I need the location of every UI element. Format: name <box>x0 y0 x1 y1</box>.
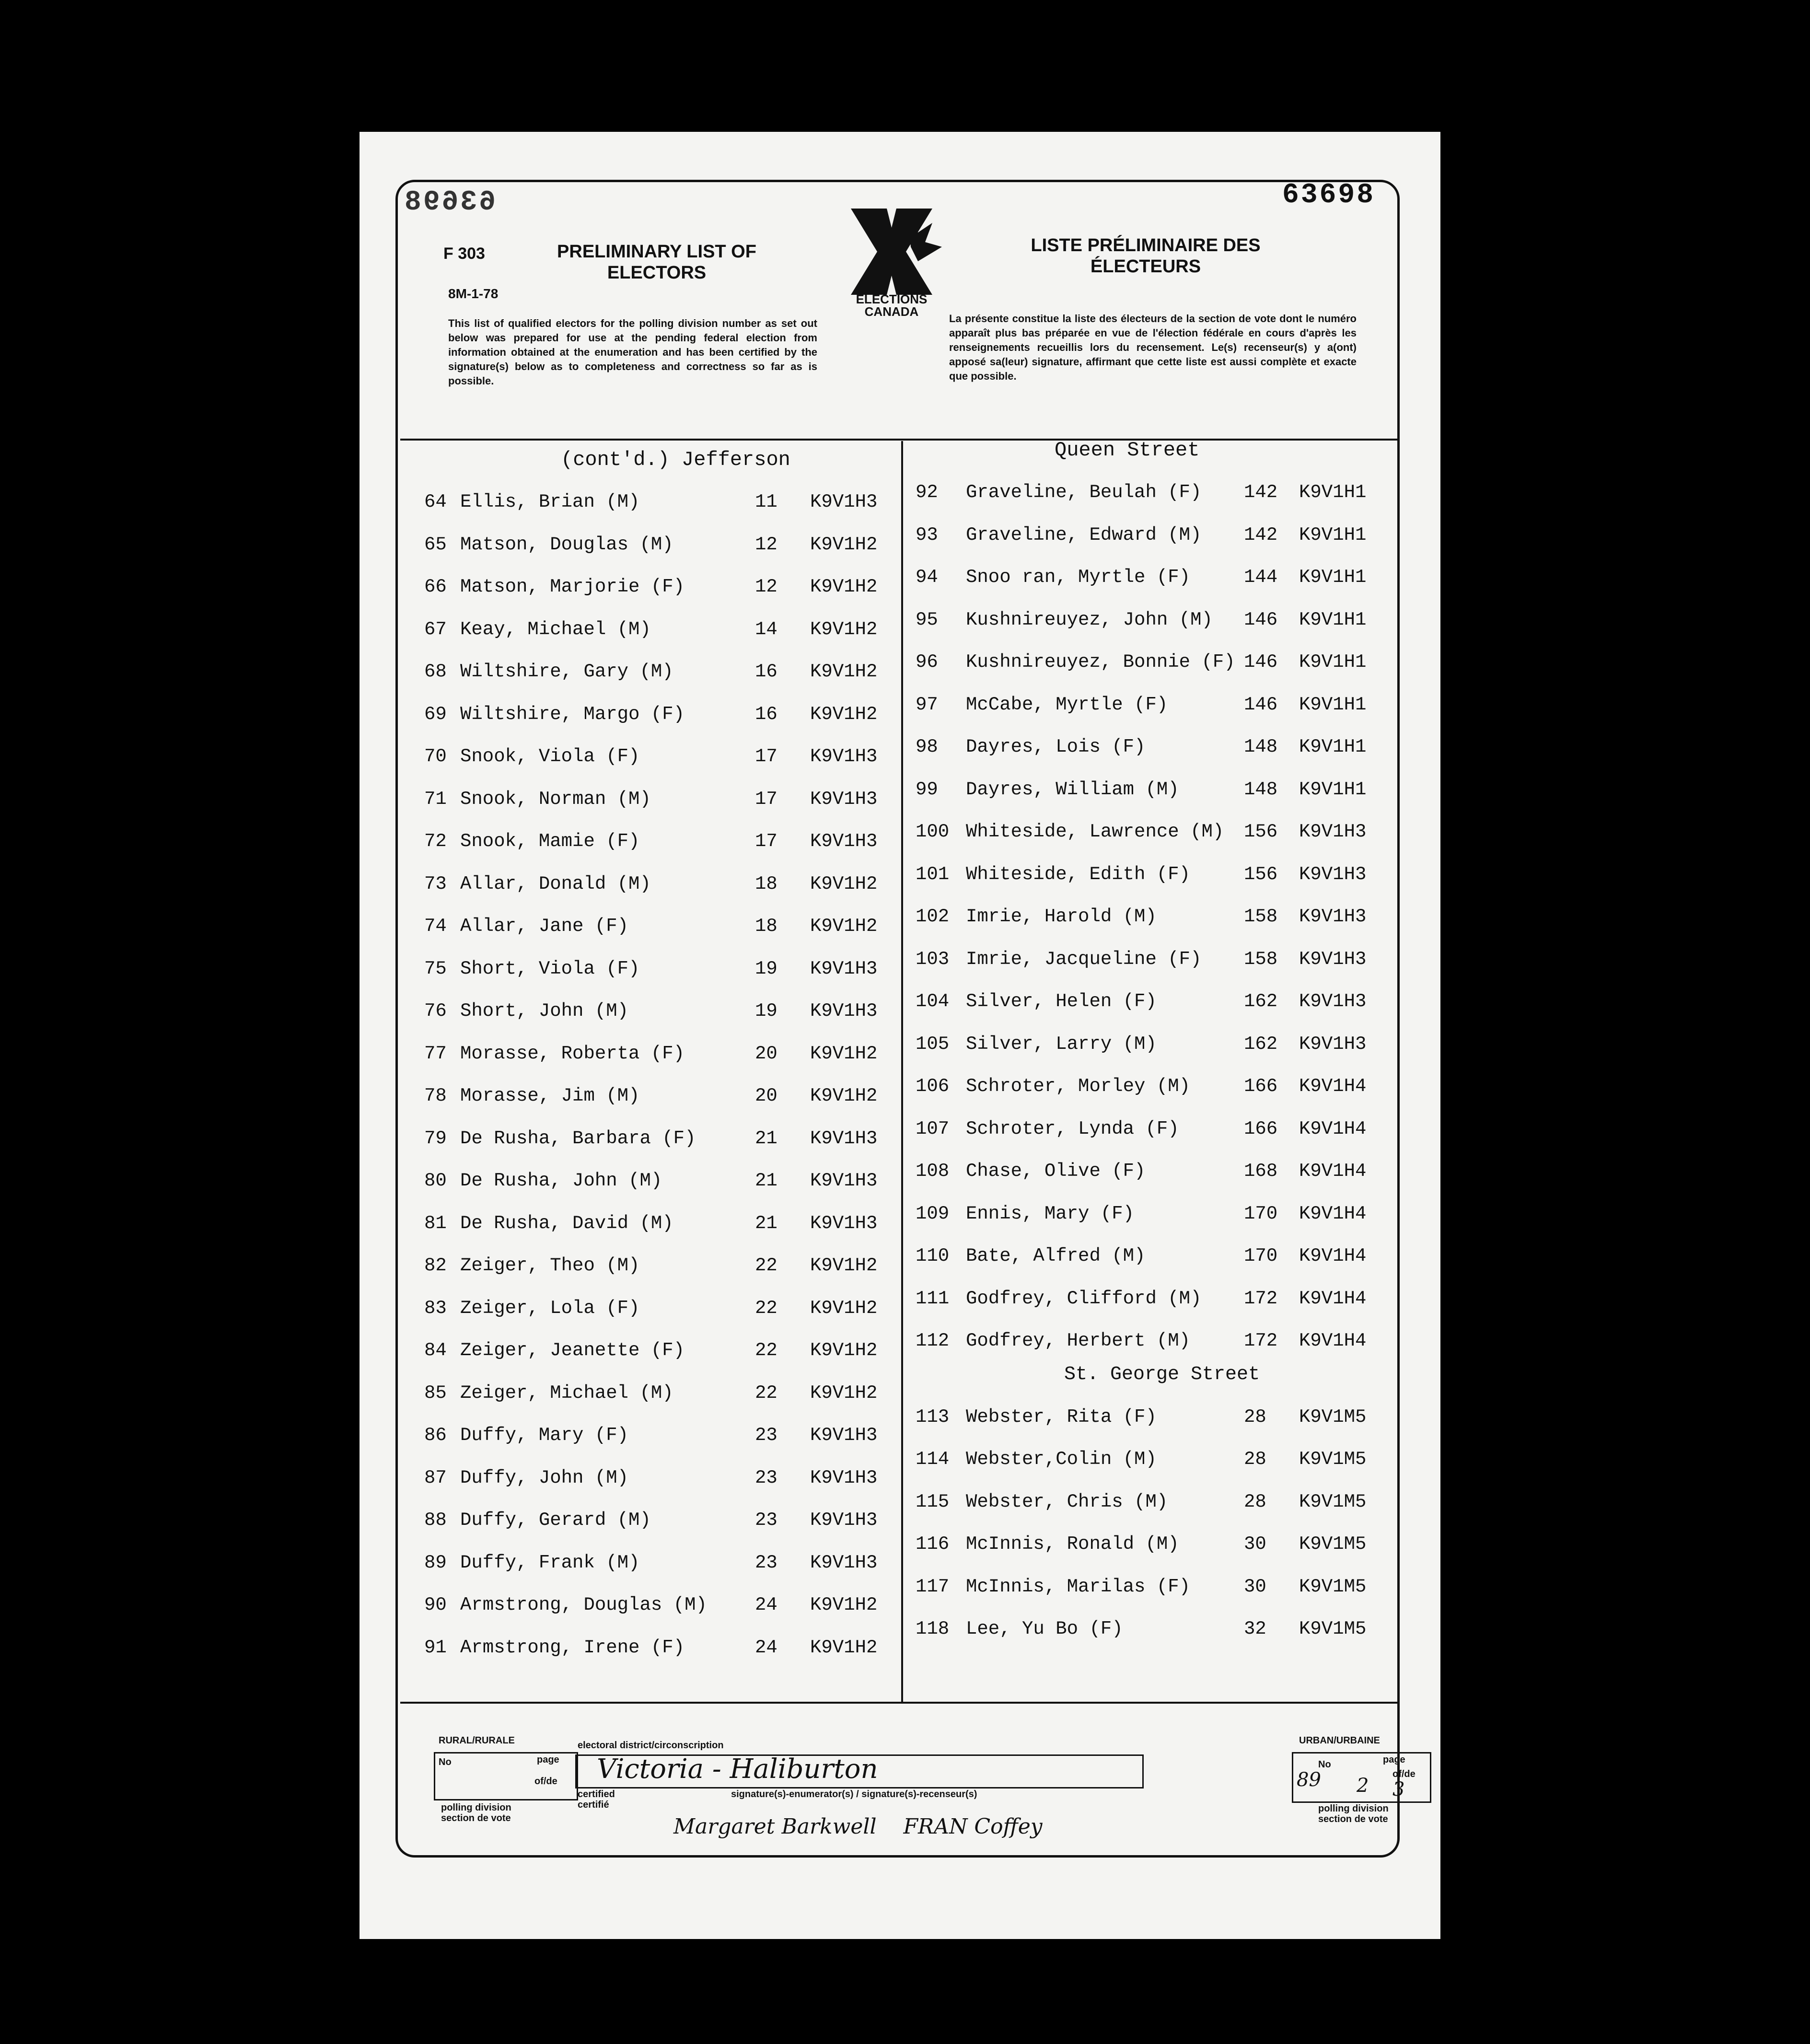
street-number: 17 <box>755 746 777 767</box>
postal-code: K9V1H1 <box>1299 567 1367 588</box>
elector-name: Kushnireuyez, Bonnie (F) <box>966 651 1235 673</box>
postal-code: K9V1H3 <box>810 746 878 767</box>
street-number: 24 <box>755 1637 777 1658</box>
postal-code: K9V1M5 <box>1299 1576 1367 1597</box>
street-number: 142 <box>1244 524 1278 546</box>
rural-of-label: of/de <box>534 1776 557 1787</box>
elector-number: 94 <box>916 567 938 588</box>
elector-name: Snoo ran, Myrtle (F) <box>966 567 1191 588</box>
elector-number: 68 <box>424 661 447 682</box>
street-number: 16 <box>755 661 777 682</box>
elector-number: 84 <box>424 1340 447 1361</box>
street-number: 12 <box>755 576 777 597</box>
elector-number: 69 <box>424 703 447 725</box>
postal-code: K9V1H4 <box>1299 1118 1367 1139</box>
postal-code: K9V1H3 <box>1299 906 1367 927</box>
elector-name: Duffy, Frank (M) <box>460 1552 640 1573</box>
elector-name: Matson, Marjorie (F) <box>460 576 685 597</box>
street-number: 22 <box>755 1255 777 1276</box>
elector-number: 118 <box>916 1618 950 1639</box>
elector-number: 87 <box>424 1467 447 1488</box>
elector-name: Morasse, Roberta (F) <box>460 1043 685 1064</box>
street-number: 22 <box>755 1382 777 1404</box>
rural-label: RURAL/RURALE <box>439 1735 515 1746</box>
elector-number: 99 <box>916 778 938 800</box>
street-number: 20 <box>755 1085 777 1106</box>
rural-no-label: No <box>439 1757 452 1767</box>
page-total: 3 <box>1392 1778 1405 1800</box>
elector-number: 104 <box>916 991 950 1012</box>
urban-polling-label: polling division section de vote <box>1318 1803 1389 1824</box>
postal-code: K9V1H2 <box>810 1043 878 1064</box>
postal-code: K9V1H2 <box>810 703 878 725</box>
street-number: 11 <box>755 491 777 512</box>
elector-name: Kushnireuyez, John (M) <box>966 609 1213 630</box>
elector-name: Webster,Colin (M) <box>966 1449 1157 1470</box>
urban-label: URBAN/URBAINE <box>1299 1735 1380 1746</box>
elector-name: Duffy, Gerard (M) <box>460 1510 651 1531</box>
postal-code: K9V1H3 <box>1299 821 1367 842</box>
postal-code: K9V1H2 <box>810 1382 878 1404</box>
title-french: LISTE PRÉLIMINAIRE DES ÉLECTEURS <box>1031 235 1261 277</box>
street-number: 170 <box>1244 1203 1278 1224</box>
street-number: 30 <box>1244 1576 1266 1597</box>
elector-name: Imrie, Jacqueline (F) <box>966 948 1202 970</box>
elector-name: Zeiger, Lola (F) <box>460 1297 640 1319</box>
elector-number: 83 <box>424 1297 447 1319</box>
elector-number: 88 <box>424 1510 447 1531</box>
street-number: 21 <box>755 1170 777 1191</box>
elector-number: 112 <box>916 1330 950 1351</box>
postal-code: K9V1H3 <box>1299 1033 1367 1055</box>
elector-name: Duffy, Mary (F) <box>460 1425 629 1446</box>
elector-number: 93 <box>916 524 938 546</box>
elector-name: Snook, Mamie (F) <box>460 831 640 852</box>
street-number: 18 <box>755 916 777 937</box>
postal-code: K9V1H1 <box>1299 524 1367 546</box>
street-number: 162 <box>1244 1033 1278 1055</box>
page-number: 2 <box>1357 1775 1369 1797</box>
certified-label: certified certifié <box>578 1789 615 1810</box>
elector-number: 72 <box>424 831 447 852</box>
elector-name: Wiltshire, Margo (F) <box>460 703 685 725</box>
elector-name: Armstrong, Douglas (M) <box>460 1594 707 1615</box>
elector-name: Allar, Jane (F) <box>460 916 629 937</box>
svg-text:CANADA: CANADA <box>864 304 919 319</box>
elector-name: Graveline, Edward (M) <box>966 524 1202 546</box>
elector-number: 77 <box>424 1043 447 1064</box>
postal-code: K9V1H4 <box>1299 1288 1367 1309</box>
elector-name: Zeiger, Jeanette (F) <box>460 1340 685 1361</box>
postal-code: K9V1H3 <box>1299 948 1367 970</box>
svg-text:ELECTIONS: ELECTIONS <box>856 292 928 306</box>
postal-code: K9V1H1 <box>1299 609 1367 630</box>
elector-number: 95 <box>916 609 938 630</box>
elector-number: 70 <box>424 746 447 767</box>
street-number: 172 <box>1244 1288 1278 1309</box>
elector-name: Zeiger, Michael (M) <box>460 1382 673 1404</box>
document-page <box>360 132 1440 1939</box>
elector-number: 82 <box>424 1255 447 1276</box>
street-number: 20 <box>755 1043 777 1064</box>
footer-divider <box>400 1702 1397 1704</box>
street-number: 23 <box>755 1510 777 1531</box>
rural-page-label: page <box>537 1754 559 1765</box>
street-number: 22 <box>755 1340 777 1361</box>
street-number: 14 <box>755 618 777 640</box>
postal-code: K9V1H1 <box>1299 482 1367 503</box>
elector-name: Dayres, William (M) <box>966 778 1179 800</box>
elector-number: 108 <box>916 1161 950 1182</box>
street-number: 17 <box>755 831 777 852</box>
elector-number: 102 <box>916 906 950 927</box>
elector-number: 107 <box>916 1118 950 1139</box>
street-number: 18 <box>755 873 777 894</box>
street-number: 146 <box>1244 651 1278 673</box>
elector-name: Snook, Norman (M) <box>460 788 651 810</box>
postal-code: K9V1H1 <box>1299 651 1367 673</box>
postal-code: K9V1M5 <box>1299 1406 1367 1428</box>
elector-number: 79 <box>424 1127 447 1149</box>
street-number: 12 <box>755 534 777 555</box>
postal-code: K9V1H3 <box>810 1170 878 1191</box>
elector-name: Lee, Yu Bo (F) <box>966 1618 1123 1639</box>
street-number: 22 <box>755 1297 777 1319</box>
elections-canada-logo <box>822 199 961 324</box>
elector-name: Bate, Alfred (M) <box>966 1245 1146 1266</box>
elector-name: De Rusha, John (M) <box>460 1170 662 1191</box>
street-number: 172 <box>1244 1330 1278 1351</box>
elector-number: 66 <box>424 576 447 597</box>
title-english: PRELIMINARY LIST OF ELECTORS <box>557 242 756 283</box>
elector-name: Chase, Olive (F) <box>966 1161 1146 1182</box>
elector-name: McInnis, Ronald (M) <box>966 1533 1179 1555</box>
elector-name: Ellis, Brian (M) <box>460 491 640 512</box>
street-number: 146 <box>1244 609 1278 630</box>
elector-number: 92 <box>916 482 938 503</box>
street-number: 28 <box>1244 1491 1266 1512</box>
elector-number: 86 <box>424 1425 447 1446</box>
street-number: 146 <box>1244 694 1278 715</box>
postal-code: K9V1H4 <box>1299 1245 1367 1266</box>
elector-number: 81 <box>424 1212 447 1234</box>
elector-name: Duffy, John (M) <box>460 1467 629 1488</box>
elector-number: 116 <box>916 1533 950 1555</box>
postal-code: K9V1H2 <box>810 873 878 894</box>
elector-name: De Rusha, David (M) <box>460 1212 673 1234</box>
postal-code: K9V1H3 <box>810 1127 878 1149</box>
postal-code: K9V1H3 <box>810 788 878 810</box>
elector-name: Whiteside, Edith (F) <box>966 863 1191 885</box>
street-heading-st-george: St. George Street <box>1064 1364 1260 1385</box>
postal-code: K9V1H1 <box>1299 694 1367 715</box>
elector-number: 78 <box>424 1085 447 1106</box>
elector-number: 105 <box>916 1033 950 1055</box>
form-footer <box>395 1735 1450 1879</box>
signature-label: signature(s)-enumerator(s) / signature(s)-recenseur(s) <box>731 1789 977 1800</box>
district-value: Victoria - Haliburton <box>597 1754 878 1785</box>
elector-name: Imrie, Harold (M) <box>966 906 1157 927</box>
postal-code: K9V1H3 <box>810 1552 878 1573</box>
elector-number: 111 <box>916 1288 950 1309</box>
postal-code: K9V1H3 <box>1299 863 1367 885</box>
enumerator-signatures: Margaret Barkwell FRAN Coffey <box>673 1814 1043 1839</box>
left-column-heading: (cont'd.) Jefferson <box>561 448 790 471</box>
postal-code: K9V1H4 <box>1299 1076 1367 1097</box>
elector-number: 74 <box>424 916 447 937</box>
postal-code: K9V1H2 <box>810 1637 878 1658</box>
form-code: F 303 <box>443 244 485 263</box>
elector-name: Wiltshire, Gary (M) <box>460 661 673 682</box>
elector-name: Whiteside, Lawrence (M) <box>966 821 1224 842</box>
elector-name: Graveline, Beulah (F) <box>966 482 1202 503</box>
postal-code: K9V1H2 <box>810 1085 878 1106</box>
elector-number: 103 <box>916 948 950 970</box>
elector-name: Snook, Viola (F) <box>460 746 640 767</box>
street-number: 23 <box>755 1425 777 1446</box>
street-number: 21 <box>755 1212 777 1234</box>
street-number: 28 <box>1244 1449 1266 1470</box>
elector-number: 98 <box>916 736 938 757</box>
street-number: 158 <box>1244 948 1278 970</box>
street-number: 142 <box>1244 482 1278 503</box>
postal-code: K9V1M5 <box>1299 1449 1367 1470</box>
postal-code: K9V1H3 <box>810 1000 878 1022</box>
postal-code: K9V1H2 <box>810 661 878 682</box>
street-number: 17 <box>755 788 777 810</box>
postal-code: K9V1M5 <box>1299 1618 1367 1639</box>
elector-number: 117 <box>916 1576 950 1597</box>
elector-number: 106 <box>916 1076 950 1097</box>
street-number: 144 <box>1244 567 1278 588</box>
rural-polling-label: polling division section de vote <box>441 1802 511 1823</box>
elector-number: 113 <box>916 1406 950 1428</box>
postal-code: K9V1M5 <box>1299 1491 1367 1512</box>
elector-number: 101 <box>916 863 950 885</box>
urban-page-label: page <box>1383 1754 1405 1765</box>
elector-name: Webster, Chris (M) <box>966 1491 1168 1512</box>
postal-code: K9V1H3 <box>810 958 878 979</box>
elector-number: 64 <box>424 491 447 512</box>
serial-number: 63698 <box>1282 180 1376 211</box>
elector-number: 91 <box>424 1637 447 1658</box>
street-number: 16 <box>755 703 777 725</box>
elector-name: Schroter, Lynda (F) <box>966 1118 1179 1139</box>
postal-code: K9V1H3 <box>810 831 878 852</box>
postal-code: K9V1H2 <box>810 618 878 640</box>
polling-division-number: 89 <box>1297 1769 1321 1791</box>
elector-name: Short, John (M) <box>460 1000 629 1022</box>
street-number: 24 <box>755 1594 777 1615</box>
elector-name: Short, Viola (F) <box>460 958 640 979</box>
postal-code: K9V1H3 <box>810 491 878 512</box>
postal-code: K9V1H3 <box>810 1467 878 1488</box>
elector-name: Armstrong, Irene (F) <box>460 1637 685 1658</box>
postal-code: K9V1H2 <box>810 1594 878 1615</box>
street-number: 19 <box>755 1000 777 1022</box>
postal-code: K9V1H3 <box>810 1425 878 1446</box>
postal-code: K9V1H2 <box>810 1297 878 1319</box>
street-number: 156 <box>1244 821 1278 842</box>
street-number: 23 <box>755 1552 777 1573</box>
postal-code: K9V1H2 <box>810 534 878 555</box>
intro-paragraph-english: This list of qualified electors for the polling division number as set out below was prepared for use at the pending federal election from information obtained at the enumeration and has been certified by the signature(s) below as to completeness and correctness so far as is possible. <box>448 317 817 387</box>
street-number: 32 <box>1244 1618 1266 1639</box>
elector-name: Allar, Donald (M) <box>460 873 651 894</box>
elector-number: 71 <box>424 788 447 810</box>
street-number: 148 <box>1244 736 1278 757</box>
elector-number: 76 <box>424 1000 447 1022</box>
elector-number: 75 <box>424 958 447 979</box>
elector-name: Morasse, Jim (M) <box>460 1085 640 1106</box>
elector-name: De Rusha, Barbara (F) <box>460 1127 696 1149</box>
urban-no-label: No <box>1318 1759 1331 1770</box>
elector-number: 114 <box>916 1449 950 1470</box>
elector-name: Zeiger, Theo (M) <box>460 1255 640 1276</box>
right-column-heading: Queen Street <box>1055 439 1200 462</box>
street-number: 21 <box>755 1127 777 1149</box>
elector-number: 65 <box>424 534 447 555</box>
elector-name: Godfrey, Clifford (M) <box>966 1288 1202 1309</box>
street-number: 156 <box>1244 863 1278 885</box>
elector-number: 80 <box>424 1170 447 1191</box>
elector-name: Godfrey, Herbert (M) <box>966 1330 1191 1351</box>
postal-code: K9V1H2 <box>810 1255 878 1276</box>
postal-code: K9V1H4 <box>1299 1330 1367 1351</box>
elector-name: Keay, Michael (M) <box>460 618 651 640</box>
elector-number: 85 <box>424 1382 447 1404</box>
form-date: 8M-1-78 <box>448 286 499 301</box>
postal-code: K9V1H2 <box>810 916 878 937</box>
postal-code: K9V1H4 <box>1299 1203 1367 1224</box>
postal-code: K9V1H3 <box>810 1212 878 1234</box>
elector-name: Ennis, Mary (F) <box>966 1203 1135 1224</box>
postal-code: K9V1H2 <box>810 576 878 597</box>
elector-number: 73 <box>424 873 447 894</box>
street-number: 158 <box>1244 906 1278 927</box>
elector-number: 115 <box>916 1491 950 1512</box>
street-number: 168 <box>1244 1161 1278 1182</box>
elector-number: 89 <box>424 1552 447 1573</box>
postal-code: K9V1H3 <box>810 1510 878 1531</box>
intro-paragraph-french: La présente constitue la liste des électeurs de la section de vote dont le numéro apparaît plus bas préparée en vue de l'élection fédérale en cours d'après les renseignements recueillis lors du recensement. Le(s) recenseur(s) y a(ont) apposé sa(leur) signature, affirmant que cette liste est aussi complète et exacte que possible. <box>949 313 1357 382</box>
street-number: 162 <box>1244 991 1278 1012</box>
serial-number-mirrored: 63698 <box>403 187 496 218</box>
elector-number: 110 <box>916 1245 950 1266</box>
elector-name: Silver, Larry (M) <box>966 1033 1157 1055</box>
postal-code: K9V1H1 <box>1299 778 1367 800</box>
elector-number: 109 <box>916 1203 950 1224</box>
street-number: 19 <box>755 958 777 979</box>
street-number: 23 <box>755 1467 777 1488</box>
header-divider <box>400 439 1397 441</box>
elector-number: 67 <box>424 618 447 640</box>
postal-code: K9V1M5 <box>1299 1533 1367 1555</box>
postal-code: K9V1H3 <box>1299 991 1367 1012</box>
elector-number: 100 <box>916 821 950 842</box>
column-divider <box>901 441 903 1702</box>
elector-number: 96 <box>916 651 938 673</box>
elector-name: Webster, Rita (F) <box>966 1406 1157 1428</box>
elector-number: 90 <box>424 1594 447 1615</box>
postal-code: K9V1H4 <box>1299 1161 1367 1182</box>
elector-name: Dayres, Lois (F) <box>966 736 1146 757</box>
street-number: 30 <box>1244 1533 1266 1555</box>
elector-name: Schroter, Morley (M) <box>966 1076 1191 1097</box>
elector-name: Matson, Douglas (M) <box>460 534 673 555</box>
street-number: 166 <box>1244 1118 1278 1139</box>
elector-number: 97 <box>916 694 938 715</box>
postal-code: K9V1H2 <box>810 1340 878 1361</box>
elector-name: McCabe, Myrtle (F) <box>966 694 1168 715</box>
elector-name: McInnis, Marilas (F) <box>966 1576 1191 1597</box>
urban-of-label: of/de <box>1392 1769 1416 1779</box>
street-number: 28 <box>1244 1406 1266 1428</box>
street-number: 166 <box>1244 1076 1278 1097</box>
elector-name: Silver, Helen (F) <box>966 991 1157 1012</box>
street-number: 170 <box>1244 1245 1278 1266</box>
district-label: electoral district/circonscription <box>578 1740 724 1751</box>
postal-code: K9V1H1 <box>1299 736 1367 757</box>
street-number: 148 <box>1244 778 1278 800</box>
